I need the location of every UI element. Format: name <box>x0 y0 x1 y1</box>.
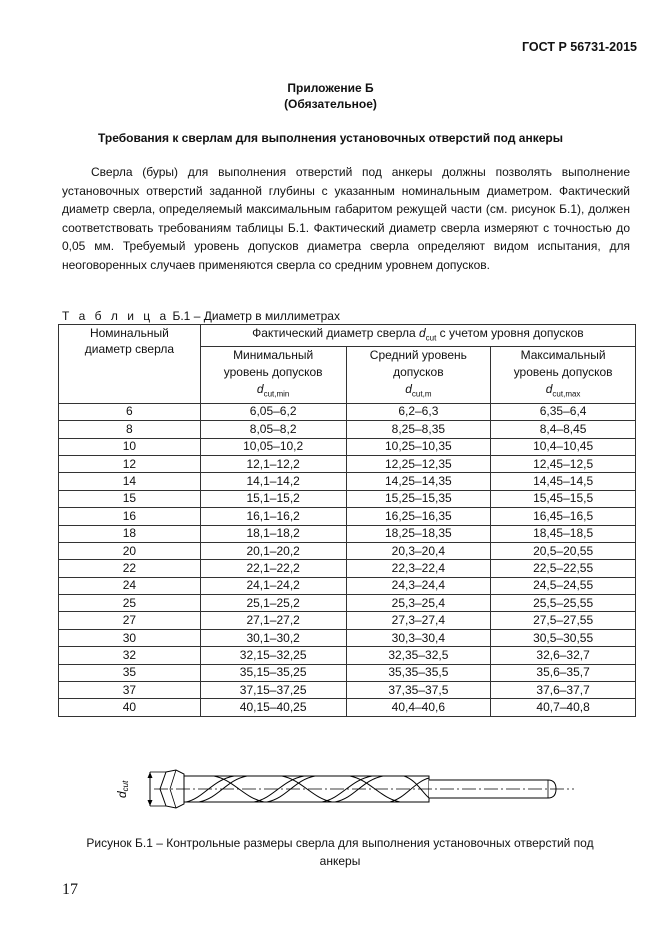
header-min-symbol <box>201 381 346 402</box>
table-row <box>59 647 636 664</box>
cell-mid: 16,25–16,35 <box>346 508 491 525</box>
cell-nominal: 6 <box>59 403 201 420</box>
section-title: Требования к сверлам для выполнения установочных отверстий под анкеры <box>98 131 563 145</box>
header-max-symbol <box>491 381 635 402</box>
cell-min: 18,1–18,2 <box>200 525 346 542</box>
table-caption-rest: Б.1 – Диаметр в миллиметрах <box>169 309 340 323</box>
table-row <box>59 508 636 525</box>
cell-max: 40,7–40,8 <box>491 699 636 716</box>
cell-max: 12,45–12,5 <box>491 455 636 472</box>
cell-nominal: 40 <box>59 699 201 716</box>
cell-min: 16,1–16,2 <box>200 508 346 525</box>
cell-max: 15,45–15,5 <box>491 490 636 507</box>
cell-mid: 18,25–18,35 <box>346 525 491 542</box>
cell-max: 14,45–14,5 <box>491 473 636 490</box>
cell-min: 6,05–6,2 <box>200 403 346 420</box>
table-row <box>59 438 636 455</box>
header-mid-line1: Средний уровень <box>369 348 467 363</box>
figure-caption <box>50 834 630 870</box>
table-row <box>59 699 636 716</box>
body-paragraph <box>62 163 630 274</box>
cell-nominal: 10 <box>59 438 201 455</box>
header-max-sub: cut,max <box>552 389 581 399</box>
cell-mid: 40,4–40,6 <box>346 699 491 716</box>
cell-min: 15,1–15,2 <box>200 490 346 507</box>
table-caption <box>62 309 340 323</box>
cell-nominal: 27 <box>59 612 201 629</box>
cell-min: 35,15–35,25 <box>200 664 346 681</box>
cell-max: 30,5–30,55 <box>491 629 636 646</box>
appendix-heading <box>0 80 661 112</box>
table-row <box>59 473 636 490</box>
header-group-before: Фактический диаметр сверла <box>252 326 419 340</box>
cell-min: 22,1–22,2 <box>200 560 346 577</box>
appendix-status: (Обязательное) <box>284 97 377 111</box>
cell-min: 24,1–24,2 <box>200 577 346 594</box>
header-mid-line2: допусков <box>393 365 444 380</box>
figure-caption-line2: анкеры <box>319 854 361 868</box>
header-mid-symbol <box>347 381 491 402</box>
cell-min: 32,15–32,25 <box>200 647 346 664</box>
header-max <box>491 347 636 403</box>
cell-max: 22,5–22,55 <box>491 560 636 577</box>
table-row <box>59 612 636 629</box>
header-min-sub: cut,min <box>263 389 290 399</box>
dimension-arrow-top <box>148 772 153 778</box>
header-nominal-line2: диаметр сверла <box>84 342 175 356</box>
table-row <box>59 664 636 681</box>
cell-mid: 14,25–14,35 <box>346 473 491 490</box>
cell-min: 10,05–10,2 <box>200 438 346 455</box>
table-row <box>59 577 636 594</box>
dimension-sub: cut <box>121 780 130 792</box>
header-min <box>200 347 346 403</box>
cell-mid: 6,2–6,3 <box>346 403 491 420</box>
cell-nominal: 32 <box>59 647 201 664</box>
header-group-symbol: d <box>418 326 426 340</box>
cell-mid: 32,35–32,5 <box>346 647 491 664</box>
table-row <box>59 421 636 438</box>
cell-max: 18,45–18,5 <box>491 525 636 542</box>
cell-mid: 35,35–35,5 <box>346 664 491 681</box>
cell-nominal: 30 <box>59 629 201 646</box>
cell-max: 37,6–37,7 <box>491 682 636 699</box>
header-min-d: d <box>256 382 264 397</box>
table-body <box>59 403 636 716</box>
figure-caption-line1: Рисунок Б.1 – Контрольные размеры сверла для выполнения установочных отверстий под <box>86 836 594 850</box>
cell-nominal: 12 <box>59 455 201 472</box>
cell-max: 24,5–24,55 <box>491 577 636 594</box>
header-nominal <box>59 325 201 404</box>
cell-nominal: 16 <box>59 508 201 525</box>
dimension-label <box>115 780 130 798</box>
cell-min: 27,1–27,2 <box>200 612 346 629</box>
table-row <box>59 455 636 472</box>
cell-mid: 37,35–37,5 <box>346 682 491 699</box>
cell-nominal: 37 <box>59 682 201 699</box>
cell-nominal: 25 <box>59 595 201 612</box>
cell-mid: 22,3–22,4 <box>346 560 491 577</box>
cell-mid: 25,3–25,4 <box>346 595 491 612</box>
cell-min: 40,15–40,25 <box>200 699 346 716</box>
cell-max: 6,35–6,4 <box>491 403 636 420</box>
header-max-line1: Максимальный <box>520 348 606 363</box>
cell-nominal: 22 <box>59 560 201 577</box>
cell-min: 8,05–8,2 <box>200 421 346 438</box>
header-min-line1: Минимальный <box>233 348 314 363</box>
cell-mid: 20,3–20,4 <box>346 542 491 559</box>
header-mid <box>346 347 491 403</box>
cell-max: 8,4–8,45 <box>491 421 636 438</box>
cell-mid: 30,3–30,4 <box>346 629 491 646</box>
table-row <box>59 595 636 612</box>
table-row <box>59 629 636 646</box>
cell-mid: 27,3–27,4 <box>346 612 491 629</box>
standard-id: ГОСТ Р 56731-2015 <box>521 40 637 54</box>
cell-min: 30,1–30,2 <box>200 629 346 646</box>
cell-mid: 24,3–24,4 <box>346 577 491 594</box>
table-row <box>59 490 636 507</box>
header-group <box>200 325 635 347</box>
header-max-d: d <box>545 382 553 397</box>
cell-max: 20,5–20,55 <box>491 542 636 559</box>
page-number: 17 <box>62 881 78 898</box>
header-mid-d: d <box>405 382 412 397</box>
header-group-after: с учетом уровня допусков <box>436 326 584 340</box>
cell-nominal: 35 <box>59 664 201 681</box>
cell-nominal: 8 <box>59 421 201 438</box>
cell-nominal: 20 <box>59 542 201 559</box>
cell-min: 12,1–12,2 <box>200 455 346 472</box>
table-row <box>59 403 636 420</box>
cell-max: 16,45–16,5 <box>491 508 636 525</box>
body-text: Сверла (буры) для выполнения отверстий под анкеры должны позволять выполнение установочных отверстий заданной глубины с указанным номинальным диаметром. Фактический диаметр сверла, определяемый максимальным габаритом режущей части (см. рисунок Б.1), должен соответствовать требованиям таблицы Б.1. Фактический диаметр сверла измеряют с точностью до 0,05 мм. Требуемый уровень допусков диаметра сверла определяют видом испытания, для неоговоренных случаев применяются сверла со средним уровнем допусков. <box>62 165 630 272</box>
cell-mid: 15,25–15,35 <box>346 490 491 507</box>
cell-max: 10,4–10,45 <box>491 438 636 455</box>
header-mid-sub: cut,m <box>411 389 432 399</box>
cell-max: 27,5–27,55 <box>491 612 636 629</box>
cell-nominal: 18 <box>59 525 201 542</box>
table-row <box>59 560 636 577</box>
diameter-table <box>58 324 636 717</box>
header-nominal-line1: Номинальный <box>89 326 169 340</box>
cell-min: 14,1–14,2 <box>200 473 346 490</box>
drill-drawing <box>104 758 584 820</box>
appendix-title: Приложение Б <box>287 81 374 95</box>
table-caption-prefix: Т а б л и ц а <box>62 309 170 323</box>
cell-mid: 8,25–8,35 <box>346 421 491 438</box>
header-max-line2: уровень допусков <box>513 365 613 380</box>
table-row <box>59 682 636 699</box>
drill-figure <box>104 758 584 820</box>
cell-mid: 10,25–10,35 <box>346 438 491 455</box>
cell-max: 35,6–35,7 <box>491 664 636 681</box>
dimension-arrow-bottom <box>148 800 153 806</box>
table-row <box>59 542 636 559</box>
header-min-line2: уровень допусков <box>223 365 323 380</box>
cell-max: 32,6–32,7 <box>491 647 636 664</box>
table-row <box>59 525 636 542</box>
cell-nominal: 14 <box>59 473 201 490</box>
cell-nominal: 24 <box>59 577 201 594</box>
cell-min: 25,1–25,2 <box>200 595 346 612</box>
cell-max: 25,5–25,55 <box>491 595 636 612</box>
dimension-symbol: d <box>115 791 129 798</box>
cell-min: 37,15–37,25 <box>200 682 346 699</box>
cell-min: 20,1–20,2 <box>200 542 346 559</box>
cell-mid: 12,25–12,35 <box>346 455 491 472</box>
header-group-sub: cut <box>425 333 437 343</box>
cell-nominal: 15 <box>59 490 201 507</box>
